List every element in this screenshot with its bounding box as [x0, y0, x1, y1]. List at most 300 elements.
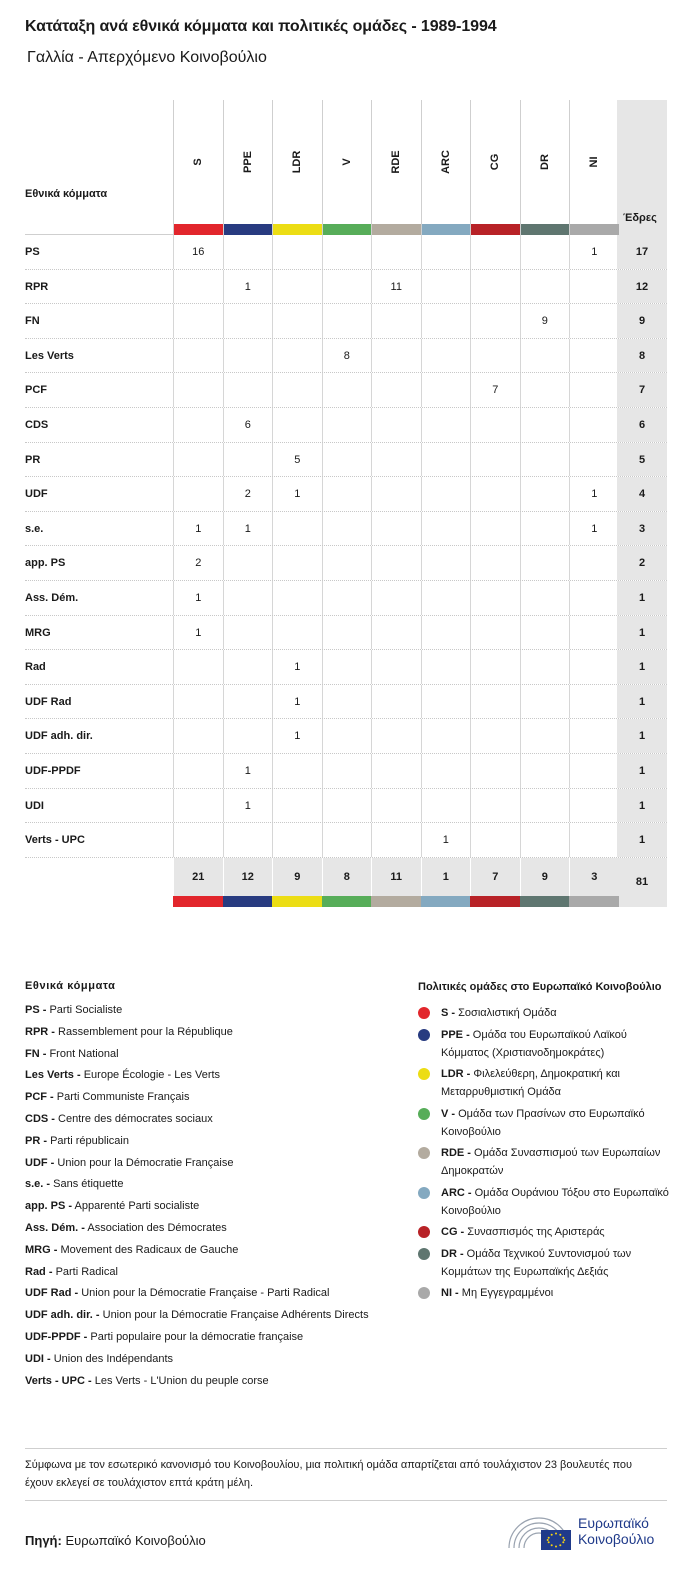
group-color-bar: [422, 224, 471, 235]
table-row: [25, 270, 667, 305]
footnote: Σύμφωνα με τον εσωτερικό κανονισμό του Κοινοβουλίου, μια πολιτική ομάδα απαρτίζεται από τουλάχιστον 23 βουλευτές που έχουν εκλεγεί σε τουλάχιστον επτά κράτη μέλη.: [25, 1459, 633, 1489]
party-legend-item: [25, 1306, 385, 1324]
row-total: 3: [617, 512, 667, 546]
row-total: 1: [617, 823, 667, 857]
seat-cell: [173, 477, 223, 511]
group-abbr: ARC -: [441, 1186, 472, 1199]
group-abbr: NI -: [441, 1287, 459, 1299]
seat-cell: [272, 235, 322, 269]
seat-cell: [470, 789, 520, 823]
party-name: UDI: [25, 799, 44, 812]
seat-cell: [223, 685, 273, 719]
table-header: [25, 100, 667, 235]
seat-cell: [371, 373, 421, 407]
seat-cell: [371, 443, 421, 477]
seat-cell: 1: [173, 512, 223, 546]
seat-cell: 1: [272, 719, 322, 753]
seat-cell: 1: [421, 823, 471, 857]
group-color-bar: [471, 224, 520, 235]
party-full-name: Parti Socialiste: [49, 1004, 123, 1016]
party-abbr: PR -: [25, 1134, 47, 1147]
seat-cell: [272, 754, 322, 788]
party-abbr: Les Verts -: [25, 1069, 81, 1082]
seat-cell: [272, 789, 322, 823]
seat-cell: 1: [569, 512, 619, 546]
seat-cell: [470, 546, 520, 580]
seat-cell: [520, 754, 570, 788]
seat-cell: [322, 373, 372, 407]
party-full-name: Apparenté Parti socialiste: [74, 1200, 200, 1213]
party-full-name: Union des Indépendants: [53, 1352, 173, 1365]
group-total: 3: [569, 858, 619, 896]
seat-cell: [421, 789, 471, 823]
party-legend-item: [25, 1284, 385, 1302]
seat-cell: [272, 373, 322, 407]
party-abbr: PS -: [25, 1004, 47, 1016]
seat-cell: 1: [223, 789, 273, 823]
seat-cell: 1: [223, 512, 273, 546]
group-legend-item: [418, 1144, 673, 1180]
seat-cell: 11: [371, 270, 421, 304]
group-total: 9: [520, 858, 570, 896]
table-row: [25, 581, 667, 616]
group-column-header: [173, 100, 223, 235]
group-color-bar: [322, 896, 372, 907]
seat-cell: [569, 650, 619, 684]
group-total: 8: [322, 858, 372, 896]
party-name: Rad: [25, 661, 46, 674]
seat-cell: [569, 443, 619, 477]
seat-cell: [470, 754, 520, 788]
seat-cell: 16: [173, 235, 223, 269]
group-code: RDE: [390, 150, 403, 174]
seat-cell: [470, 304, 520, 338]
seat-cell: [520, 650, 570, 684]
row-total: 17: [617, 235, 667, 269]
divider: [25, 1448, 667, 1449]
seat-cell: [470, 685, 520, 719]
seat-cell: 7: [470, 373, 520, 407]
seat-cell: [173, 719, 223, 753]
group-color-dot-icon: [418, 1147, 430, 1159]
seat-cell: [520, 235, 570, 269]
seat-cell: [470, 512, 520, 546]
national-parties-legend: [25, 980, 385, 1393]
logo-line1: Ευρωπαϊκό: [578, 1515, 649, 1531]
party-abbr: app. PS -: [25, 1200, 73, 1213]
seat-cell: [569, 373, 619, 407]
group-column-header: [569, 100, 619, 235]
seat-cell: [272, 339, 322, 373]
group-color-bar: [323, 224, 372, 235]
seat-cell: [173, 339, 223, 373]
seat-cell: [470, 339, 520, 373]
seat-cell: [322, 616, 372, 650]
seat-cell: [371, 408, 421, 442]
seat-cell: [322, 512, 372, 546]
seat-cell: [520, 823, 570, 857]
party-legend-item: [25, 1132, 385, 1150]
party-abbr: UDF -: [25, 1156, 55, 1169]
seat-cell: [421, 581, 471, 615]
party-full-name: Parti Communiste Français: [56, 1091, 190, 1104]
table-row: [25, 443, 667, 478]
seat-cell: [520, 581, 570, 615]
party-name: CDS: [25, 418, 49, 431]
row-total: 4: [617, 477, 667, 511]
party-full-name: Front National: [49, 1047, 119, 1060]
group-color-bar: [470, 896, 520, 907]
group-code: CG: [489, 153, 502, 171]
row-total: 9: [617, 304, 667, 338]
seat-cell: [569, 546, 619, 580]
political-groups-legend-title: Πολιτικές ομάδες στο Ευρωπαϊκό Κοινοβούλιο: [418, 981, 662, 993]
table-row: [25, 408, 667, 443]
seat-cell: [421, 477, 471, 511]
group-code: V: [340, 158, 353, 166]
seat-cell: [520, 719, 570, 753]
group-color-bar: [371, 896, 421, 907]
seat-cell: 1: [272, 477, 322, 511]
party-full-name: Association des Démocrates: [87, 1221, 227, 1234]
group-color-dot-icon: [418, 1226, 430, 1238]
party-name: s.e.: [25, 522, 44, 535]
row-total: 8: [617, 339, 667, 373]
seat-cell: [520, 339, 570, 373]
seat-cell: 6: [223, 408, 273, 442]
party-full-name: Centre des démocrates sociaux: [58, 1112, 213, 1125]
party-abbr: FN -: [25, 1047, 47, 1060]
seat-cell: [322, 789, 372, 823]
seat-cell: [371, 235, 421, 269]
seat-cell: [421, 408, 471, 442]
seat-cell: 1: [223, 270, 273, 304]
party-full-name: Movement des Radicaux de Gauche: [60, 1243, 239, 1256]
table-row: [25, 512, 667, 547]
row-total: 1: [617, 685, 667, 719]
table-body: [25, 235, 667, 858]
seat-cell: [421, 235, 471, 269]
table-row: [25, 616, 667, 651]
seat-cell: 1: [223, 754, 273, 788]
group-total: 7: [470, 858, 520, 896]
seat-cell: [470, 616, 520, 650]
group-color-bar: [224, 224, 273, 235]
party-name: MRG: [25, 626, 51, 639]
seat-cell: [173, 443, 223, 477]
party-legend-item: [25, 1219, 385, 1237]
total-column-header: [617, 100, 667, 235]
seat-cell: [421, 373, 471, 407]
seat-cell: [520, 408, 570, 442]
seat-cell: [272, 270, 322, 304]
party-name: app. PS: [25, 557, 66, 570]
party-legend-item: [25, 1372, 385, 1390]
group-color-bar: [223, 896, 273, 907]
group-abbr: S -: [441, 1007, 456, 1019]
table-row: [25, 650, 667, 685]
group-full-name: Ομάδα Συνασπισμού των Ευρωπαίων Δημοκρατών: [441, 1147, 661, 1177]
seat-cell: [173, 650, 223, 684]
seat-cell: [569, 823, 619, 857]
group-color-bar: [520, 896, 570, 907]
group-color-dot-icon: [418, 1187, 430, 1199]
seat-cell: [371, 719, 421, 753]
seat-cell: [223, 581, 273, 615]
seat-cell: [223, 823, 273, 857]
seat-cell: [322, 581, 372, 615]
group-column-header: [520, 100, 570, 235]
group-full-name: Σοσιαλιστική Ομάδα: [458, 1007, 557, 1019]
group-code: S: [192, 158, 205, 166]
seat-cell: [470, 477, 520, 511]
seat-cell: 1: [173, 616, 223, 650]
party-abbr: Ass. Dém. -: [25, 1221, 85, 1234]
seat-cell: 1: [569, 235, 619, 269]
seat-cell: [371, 823, 421, 857]
seat-cell: 9: [520, 304, 570, 338]
row-total: 1: [617, 616, 667, 650]
seat-cell: [520, 685, 570, 719]
seat-cell: [223, 304, 273, 338]
seat-cell: [470, 823, 520, 857]
party-abbr: s.e. -: [25, 1178, 51, 1191]
group-legend-item: [418, 1026, 673, 1062]
seat-cell: 2: [223, 477, 273, 511]
party-legend-item: [25, 1001, 385, 1019]
group-color-bar: [174, 224, 223, 235]
seat-cell: [371, 546, 421, 580]
seat-cell: [223, 339, 273, 373]
party-abbr: PCF -: [25, 1091, 54, 1104]
group-code: PPE: [241, 150, 254, 174]
seat-cell: [322, 650, 372, 684]
group-color-bar: [521, 224, 570, 235]
seat-cell: [223, 443, 273, 477]
party-name: UDF-PPDF: [25, 764, 81, 777]
seat-cell: [371, 685, 421, 719]
party-legend-item: [25, 1197, 385, 1215]
party-name: PCF: [25, 384, 47, 397]
party-name: FN: [25, 315, 40, 328]
seat-cell: [520, 373, 570, 407]
seat-cell: [569, 685, 619, 719]
group-total: 12: [223, 858, 273, 896]
seat-cell: [272, 512, 322, 546]
party-legend-item: [25, 1066, 385, 1084]
party-abbr: UDI -: [25, 1352, 51, 1365]
row-total: 1: [617, 789, 667, 823]
party-abbr: Rad -: [25, 1265, 53, 1278]
seat-cell: [421, 754, 471, 788]
table-row: [25, 546, 667, 581]
seat-cell: [520, 270, 570, 304]
party-full-name: Union pour la Démocratie Française - Parti Radical: [81, 1287, 330, 1300]
seat-cell: [173, 823, 223, 857]
party-abbr: MRG -: [25, 1243, 58, 1256]
group-abbr: V -: [441, 1107, 456, 1120]
table-row: [25, 685, 667, 720]
seat-cell: [371, 650, 421, 684]
seat-cell: 2: [173, 546, 223, 580]
seats-table: [25, 100, 667, 907]
source-label: Πηγή:: [25, 1533, 62, 1548]
group-color-dot-icon: [418, 1287, 430, 1299]
table-row: [25, 304, 667, 339]
party-abbr: CDS -: [25, 1112, 55, 1125]
party-abbr: UDF-PPDF -: [25, 1330, 88, 1343]
group-legend-item: [418, 1105, 673, 1141]
group-code: NI: [588, 156, 601, 168]
group-full-name: Ομάδα Τεχνικού Συντονισμού των Κομμάτων της Ευρωπαϊκής Δεξιάς: [441, 1247, 632, 1278]
seat-cell: [569, 304, 619, 338]
party-name: UDF: [25, 488, 48, 501]
logo-text: [578, 1515, 654, 1547]
party-full-name: Parti populaire pour la démocratie française: [90, 1330, 304, 1343]
seat-cell: [569, 581, 619, 615]
seat-cell: 1: [569, 477, 619, 511]
seat-cell: [322, 477, 372, 511]
group-abbr: RDE -: [441, 1147, 471, 1159]
seat-cell: [371, 581, 421, 615]
seat-cell: [223, 616, 273, 650]
seat-cell: [421, 443, 471, 477]
group-color-dot-icon: [418, 1029, 430, 1041]
parliament-hemicycle-icon: [505, 1512, 575, 1552]
seat-cell: [470, 650, 520, 684]
group-legend-item: [418, 1184, 673, 1220]
group-column-header: [272, 100, 322, 235]
party-full-name: Parti Radical: [55, 1265, 118, 1278]
group-total: 11: [371, 858, 421, 896]
seat-cell: [322, 685, 372, 719]
party-legend-item: [25, 1175, 385, 1193]
row-total: 1: [617, 581, 667, 615]
seat-cell: [272, 546, 322, 580]
seat-cell: [173, 373, 223, 407]
group-color-bar: [569, 896, 619, 907]
seat-cell: [173, 754, 223, 788]
party-name: Ass. Dém.: [25, 591, 79, 604]
table-row: [25, 235, 667, 270]
political-groups-legend: [418, 980, 673, 1306]
seat-cell: [520, 546, 570, 580]
seat-cell: [272, 616, 322, 650]
group-legend-item: [418, 1284, 673, 1302]
group-code: ARC: [439, 150, 452, 174]
group-column-header: [223, 100, 273, 235]
seat-cell: [322, 719, 372, 753]
seat-cell: [173, 789, 223, 823]
table-row: [25, 373, 667, 408]
party-abbr: RPR -: [25, 1025, 55, 1038]
party-legend-item: [25, 1045, 385, 1063]
seat-cell: [520, 477, 570, 511]
seat-cell: [322, 304, 372, 338]
seat-cell: [223, 719, 273, 753]
group-full-name: Φιλελεύθερη, Δημοκρατική και Μεταρρυθμιστική Ομάδα: [441, 1068, 621, 1098]
seat-cell: [371, 616, 421, 650]
seat-cell: [322, 823, 372, 857]
group-color-bar: [372, 224, 421, 235]
group-code: DR: [538, 154, 551, 170]
party-full-name: Europe Écologie - Les Verts: [83, 1069, 221, 1082]
seat-cell: [470, 719, 520, 753]
party-full-name: Rassemblement pour la République: [58, 1025, 233, 1038]
seat-cell: [470, 443, 520, 477]
group-full-name: Ομάδα Ουράνιου Τόξου στο Ευρωπαϊκό Κοινοβούλιο: [441, 1186, 669, 1217]
seat-cell: [569, 754, 619, 788]
logo-line2: Κοινοβούλιο: [578, 1531, 655, 1547]
seat-cell: [371, 304, 421, 338]
table-footer-totals: [25, 858, 667, 907]
seat-cell: [272, 581, 322, 615]
seat-cell: [569, 408, 619, 442]
party-full-name: Parti républicain: [50, 1134, 129, 1147]
seat-cell: [421, 304, 471, 338]
seat-cell: [421, 616, 471, 650]
seat-cell: [421, 546, 471, 580]
party-column-header: Εθνικά κόμματα: [25, 188, 108, 200]
group-column-header: [470, 100, 520, 235]
group-color-bar: [570, 224, 619, 235]
seat-cell: [223, 373, 273, 407]
seat-cell: [371, 789, 421, 823]
divider: [25, 1500, 667, 1501]
row-total: 6: [617, 408, 667, 442]
group-full-name: Μη Εγγεγραμμένοι: [461, 1287, 554, 1299]
group-color-dot-icon: [418, 1248, 430, 1260]
party-full-name: Union pour la Démocratie Française Adhérents Directs: [102, 1309, 369, 1322]
party-abbr: UDF Rad -: [25, 1287, 79, 1300]
group-column-header: [322, 100, 372, 235]
row-total: 12: [617, 270, 667, 304]
seat-cell: [421, 512, 471, 546]
group-color-bar: [272, 896, 322, 907]
seat-cell: [520, 512, 570, 546]
seat-cell: [371, 339, 421, 373]
seat-cell: [421, 339, 471, 373]
group-color-dot-icon: [418, 1068, 430, 1080]
national-parties-legend-title: Εθνικά κόμματα: [25, 980, 116, 992]
seat-cell: [470, 581, 520, 615]
total-header-label: Έδρες: [623, 212, 657, 224]
party-full-name: Les Verts - L'Union du peuple corse: [94, 1374, 269, 1387]
group-color-bar: [273, 224, 322, 235]
group-abbr: PPE -: [441, 1028, 470, 1041]
seat-cell: [223, 650, 273, 684]
seat-cell: [470, 408, 520, 442]
seat-cell: [569, 719, 619, 753]
row-total: 1: [617, 754, 667, 788]
seat-cell: [569, 339, 619, 373]
seat-cell: [322, 408, 372, 442]
seat-cell: [322, 754, 372, 788]
seat-cell: [371, 754, 421, 788]
table-row: [25, 754, 667, 789]
group-code: LDR: [291, 150, 304, 174]
group-total: 9: [272, 858, 322, 896]
page-subtitle: Γαλλία - Απερχόμενο Κοινοβούλιο: [27, 49, 267, 66]
party-name: PS: [25, 246, 40, 258]
party-name: UDF Rad: [25, 695, 72, 708]
seat-cell: [371, 512, 421, 546]
seat-cell: [322, 546, 372, 580]
source-line: [25, 1533, 206, 1548]
seat-cell: [173, 408, 223, 442]
group-legend-item: [418, 1223, 673, 1241]
group-color-dot-icon: [418, 1108, 430, 1120]
